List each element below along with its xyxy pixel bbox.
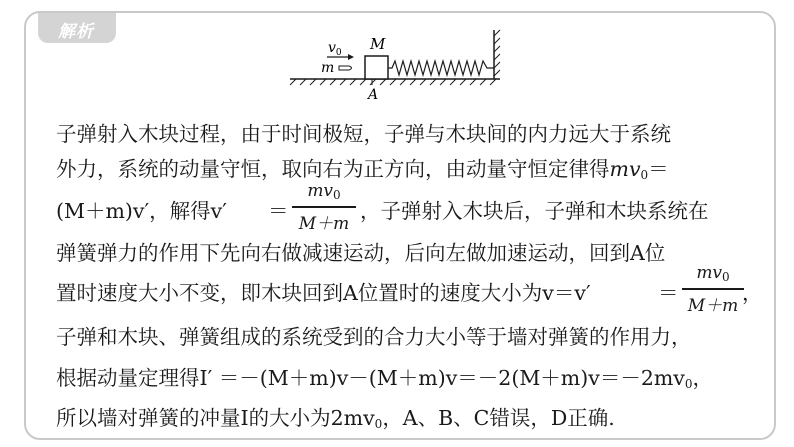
line-3-equals: ＝ — [268, 199, 289, 223]
line-3-left: (M＋m)v′，解得v′ — [56, 199, 227, 223]
fraction-1-denominator: M＋m — [298, 214, 350, 234]
line-5-left: 置时速度大小不变，即木块回到A位置时的速度大小为v＝v′ — [56, 281, 591, 305]
line-4: 弹簧弹力的作用下先向右做减速运动，后向左做加速运动，回到A位 — [56, 241, 666, 265]
line-7: 根据动量定理得$I' =-(M+m)v-(M+m)v=-2(M+m)v=-2mv_0$， — [56, 366, 714, 391]
fraction-2-numerator: $mv_0$ — [696, 263, 730, 284]
line-5-equals: ＝ — [658, 281, 679, 305]
label-A: A — [368, 87, 379, 103]
label-M: M — [370, 35, 386, 53]
label-v0: $v_0$ — [328, 40, 342, 58]
line-3-right: ，子弹射入木块后，子弹和木块系统在 — [360, 199, 709, 223]
fraction-1-numerator: $mv_0$ — [307, 181, 341, 202]
fraction-2-bar — [682, 288, 744, 290]
line-6: 子弹和木块、弹簧组成的系统受到的合力大小等于墙对弹簧的作用力， — [56, 325, 692, 349]
label-m: m — [321, 60, 335, 76]
velocity-arrowhead — [348, 54, 354, 60]
line-5-comma: ， — [742, 281, 763, 305]
fraction-1-bar — [292, 206, 356, 208]
fraction-2-denominator: M＋m — [687, 296, 739, 316]
line-1: 子弹射入木块过程，由于时间极短，子弹与木块间的内力远大于系统 — [56, 122, 671, 146]
wall-hatching — [494, 30, 500, 76]
physics-diagram — [0, 0, 794, 110]
line-8: 所以墙对弹簧的冲量I的大小为$2mv_0$，A、B、C错误，D正确. — [56, 406, 615, 431]
spring — [388, 61, 494, 75]
bullet — [339, 66, 352, 70]
line-2: 外力，系统的动量守恒，取向右为正方向，由动量守恒定律得$mv_0=$ — [56, 157, 669, 182]
block-M — [365, 56, 388, 79]
section-tag: 解析 — [38, 13, 116, 43]
ground-hatching — [290, 79, 496, 85]
